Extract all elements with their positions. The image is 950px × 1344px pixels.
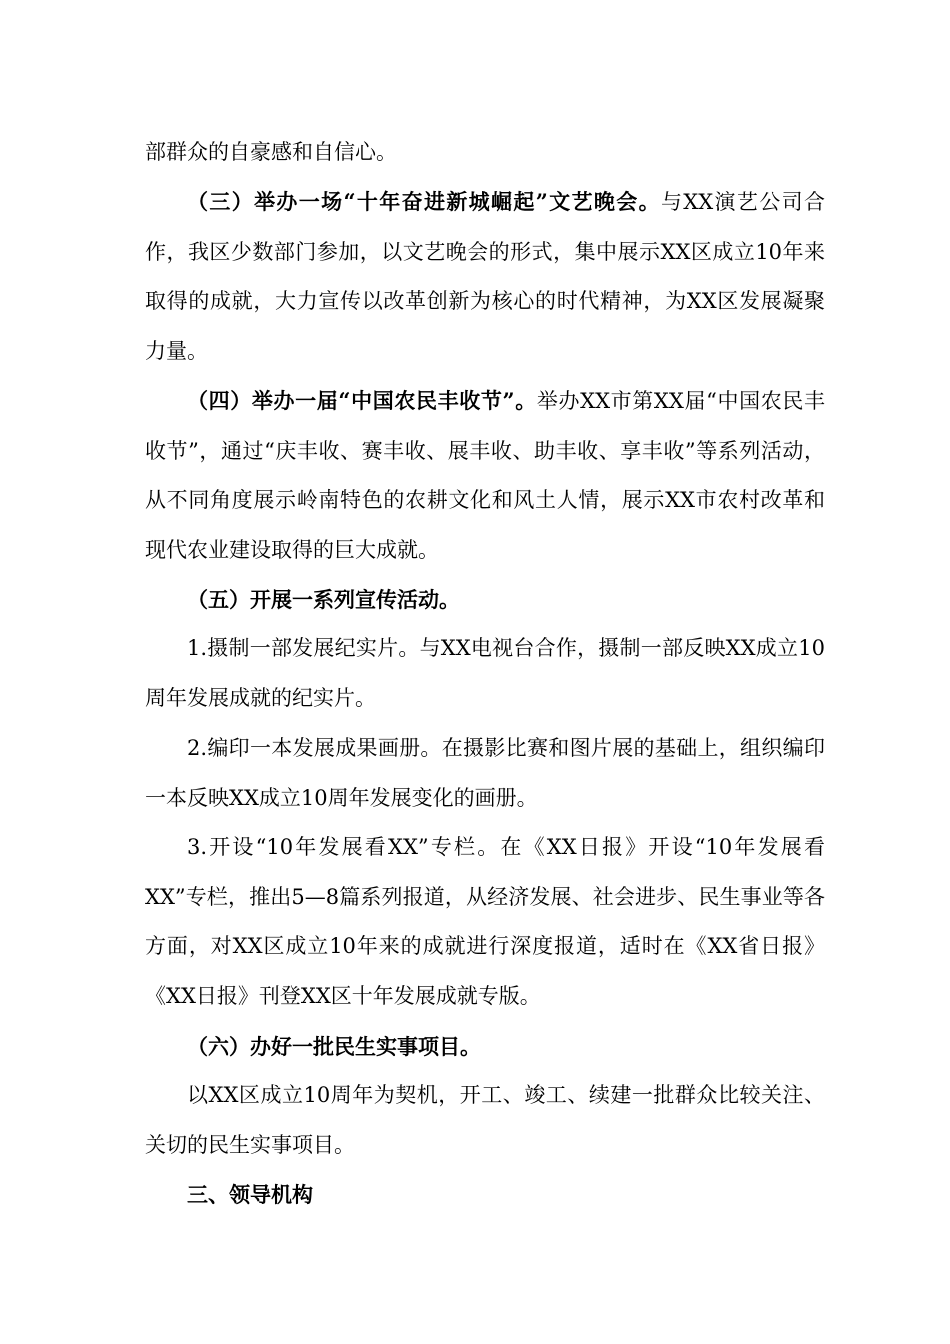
paragraph-text: 2.编印一本发展成果画册。在摄影比赛和图片展的基础上，组织编印一本反映XX成立10周年发展变化的画册。 — [145, 736, 825, 810]
paragraph-section-3 — [145, 177, 825, 376]
paragraph-item-3 — [145, 823, 825, 1021]
paragraph-section-4 — [145, 376, 825, 575]
section-heading-4: （四）举办一届“中国农民丰收节”。 — [187, 388, 537, 413]
paragraph-text: 1.摄制一部发展纪实片。与XX电视台合作，摄制一部反映XX成立10周年发展成就的纪实片。 — [145, 636, 825, 710]
section-heading-5: （五）开展一系列宣传活动。 — [187, 587, 460, 612]
paragraph-1 — [145, 128, 825, 178]
chapter-heading-3: 三、领导机构 — [187, 1182, 313, 1207]
paragraph-text: 举办XX市第XX届“中国农民丰收节”，通过“庆丰收、赛丰收、展丰收、助丰收、享丰收”等系列活动，从不同角度展示岭南特色的农耕文化和风土人情，展示XX市农村改革和现代农业建设取得的巨大成就。 — [145, 389, 825, 562]
paragraph-text: 与XX演艺公司合作，我区少数部门参加，以文艺晚会的形式，集中展示XX区成立10年来取得的成就，大力宣传以改革创新为核心的时代精神，为XX区发展凝聚力量。 — [145, 190, 825, 363]
paragraph-text: 以XX区成立10周年为契机，开工、竣工、续建一批群众比较关注、关切的民生实事项目。 — [145, 1083, 825, 1157]
section-heading-6: （六）办好一批民生实事项目。 — [187, 1034, 481, 1059]
paragraph-text: 部群众的自豪感和自信心。 — [145, 140, 397, 164]
paragraph-section-6 — [145, 1022, 825, 1073]
paragraph-text: 3.开设“10年发展看XX”专栏。在《XX日报》开设“10年发展看XX”专栏，推出5—8篇系列报道，从经济发展、社会进步、民生事业等各方面，对XX区成立10年来的成就进行深度报道，适时在《XX省日报》《XX日报》刊登XX区十年发展成就专版。 — [145, 835, 825, 1008]
paragraph-chapter-3 — [145, 1170, 825, 1221]
section-heading-3: （三）举办一场“十年奋进新城崛起”文艺晚会。 — [187, 189, 661, 214]
paragraph-section-6-body — [145, 1071, 825, 1170]
paragraph-item-2 — [145, 724, 825, 823]
paragraph-section-5 — [145, 575, 825, 626]
paragraph-item-1 — [145, 624, 825, 723]
